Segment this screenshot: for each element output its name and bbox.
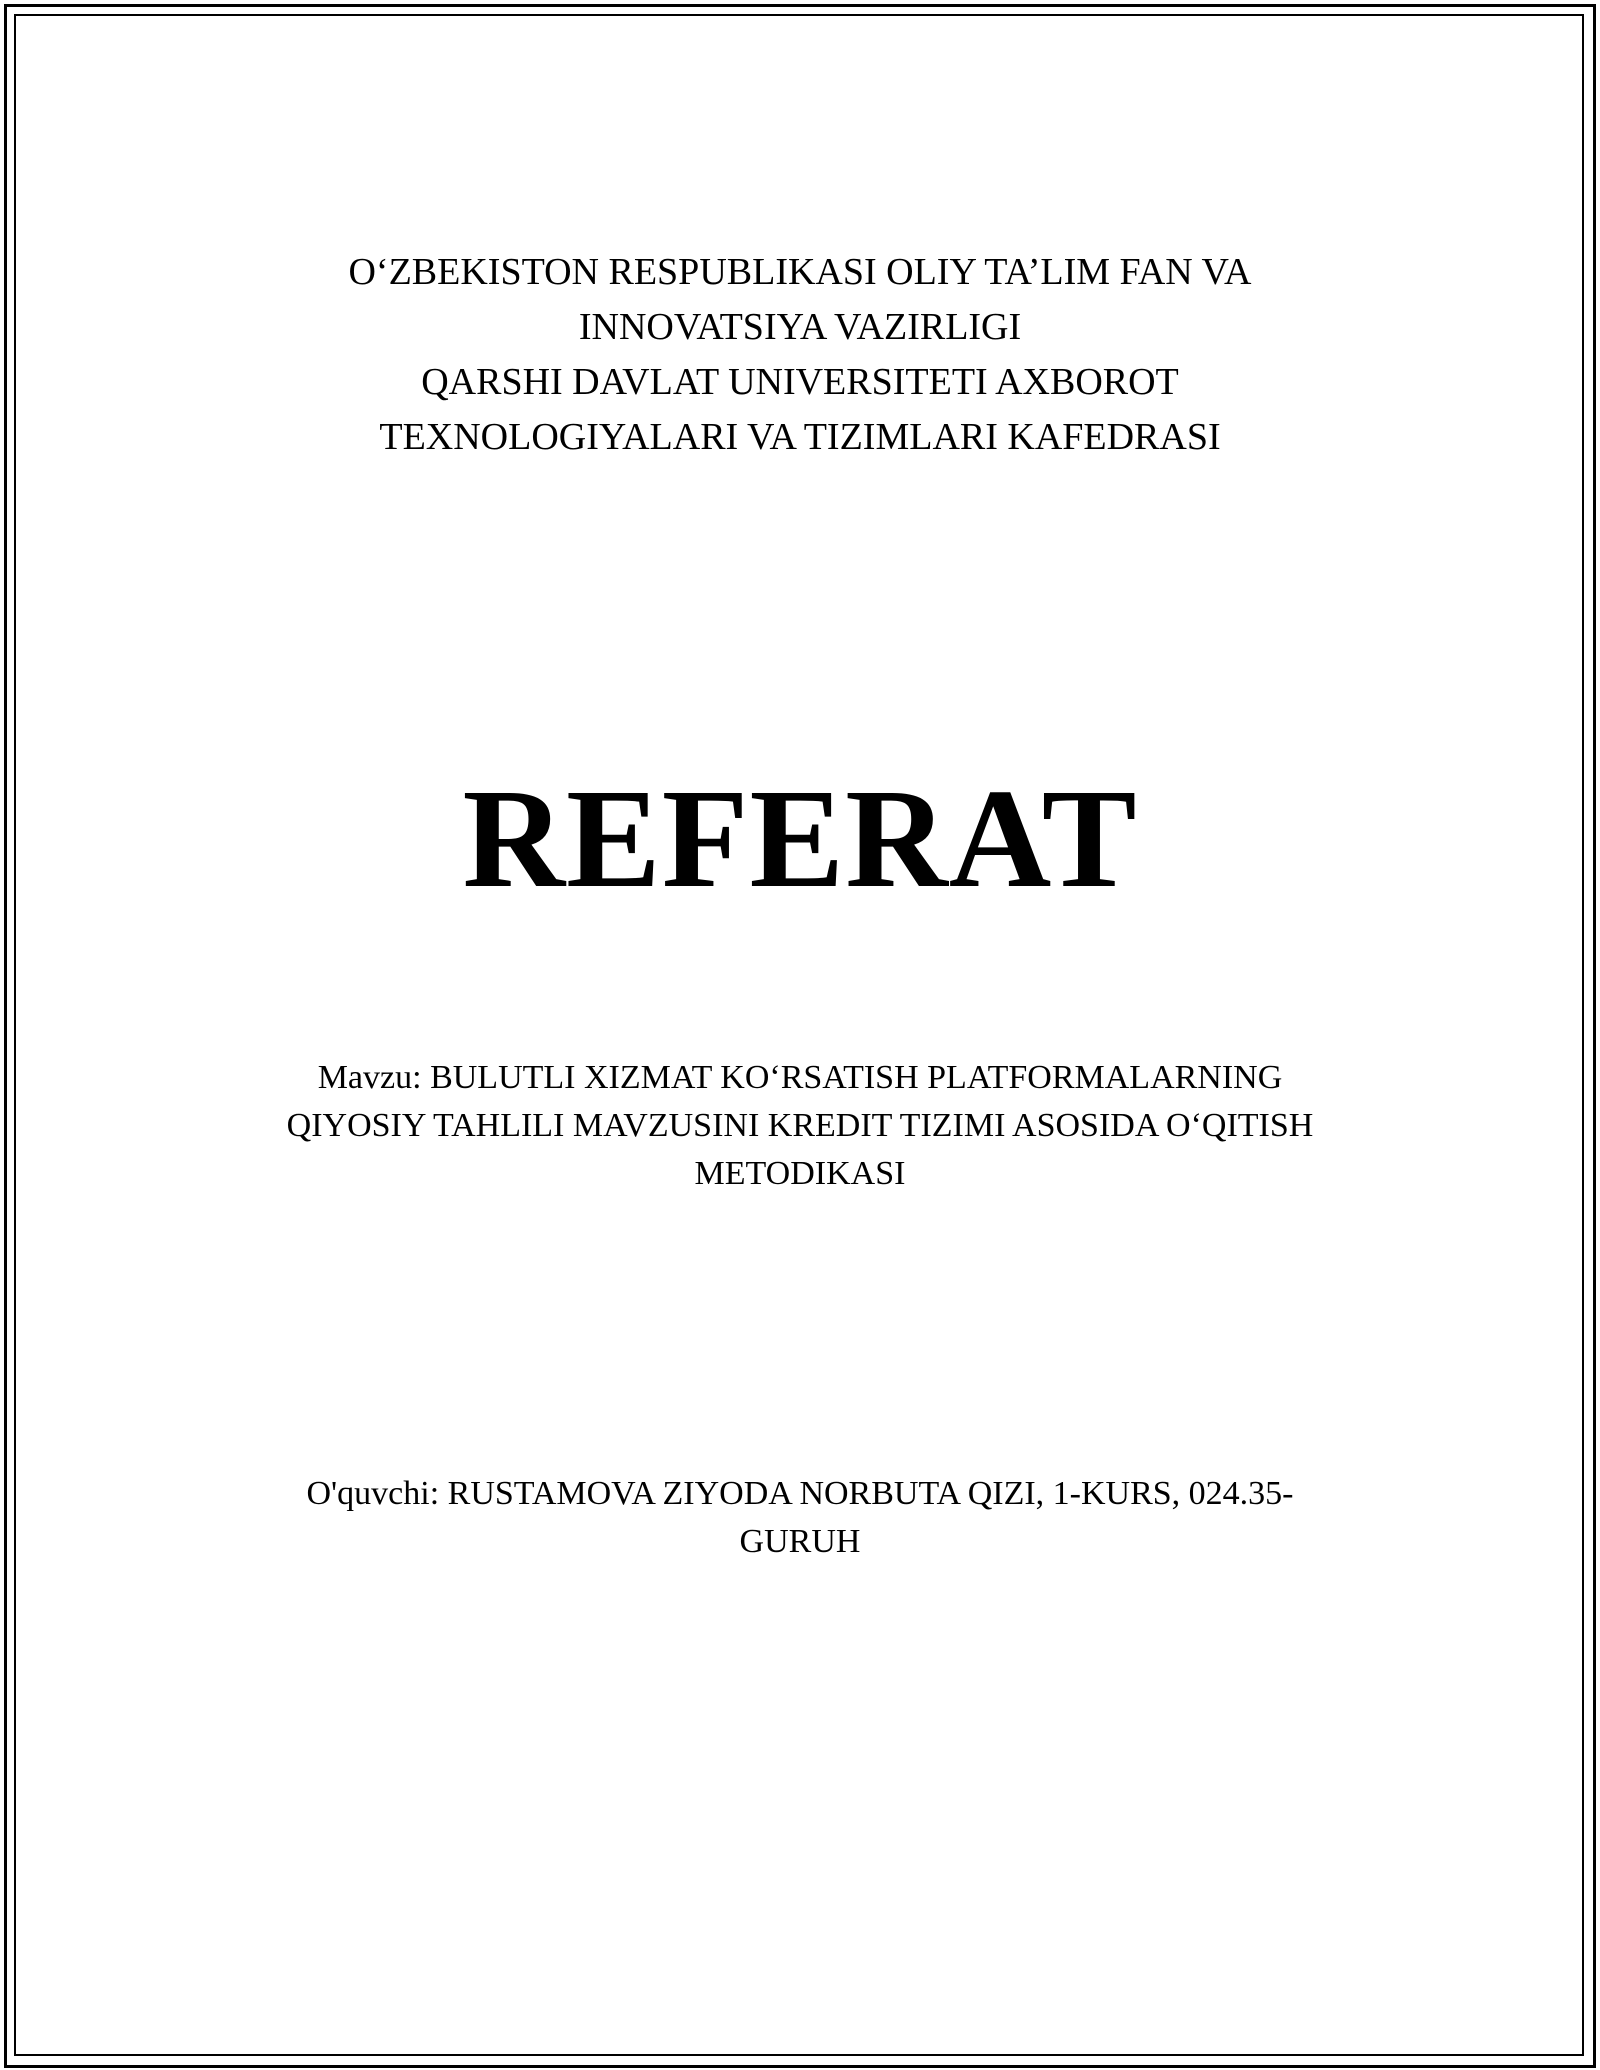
topic-line: METODIKASI (694, 1155, 906, 1192)
ministry-header (0, 245, 1600, 465)
student-line: O'quvchi: RUSTAMOVA ZIYODA NORBUTA QIZI, 1-KURS, 024.35- (306, 1475, 1294, 1512)
ministry-header-line: O‘ZBEKISTON RESPUBLIKASI OLIY TA’LIM FAN VA (348, 251, 1252, 293)
student-block (0, 1470, 1600, 1566)
topic-line: QIYOSIY TAHLILI MAVZUSINI KREDIT TIZIMI ASOSIDA O‘QITISH (286, 1107, 1314, 1144)
topic-block (0, 1054, 1600, 1198)
university-department-line: QARSHI DAVLAT UNIVERSITETI AXBOROT (421, 361, 1179, 403)
student-line: GURUH (739, 1523, 861, 1560)
ministry-header-line: INNOVATSIYA VAZIRLIGI (578, 306, 1022, 348)
university-department-line: TEXNOLOGIYALARI VA TIZIMLARI KAFEDRASI (379, 416, 1221, 458)
topic-line: Mavzu: BULUTLI XIZMAT KO‘RSATISH PLATFORMALARNING (317, 1059, 1283, 1096)
document-title: REFERAT (462, 759, 1138, 917)
